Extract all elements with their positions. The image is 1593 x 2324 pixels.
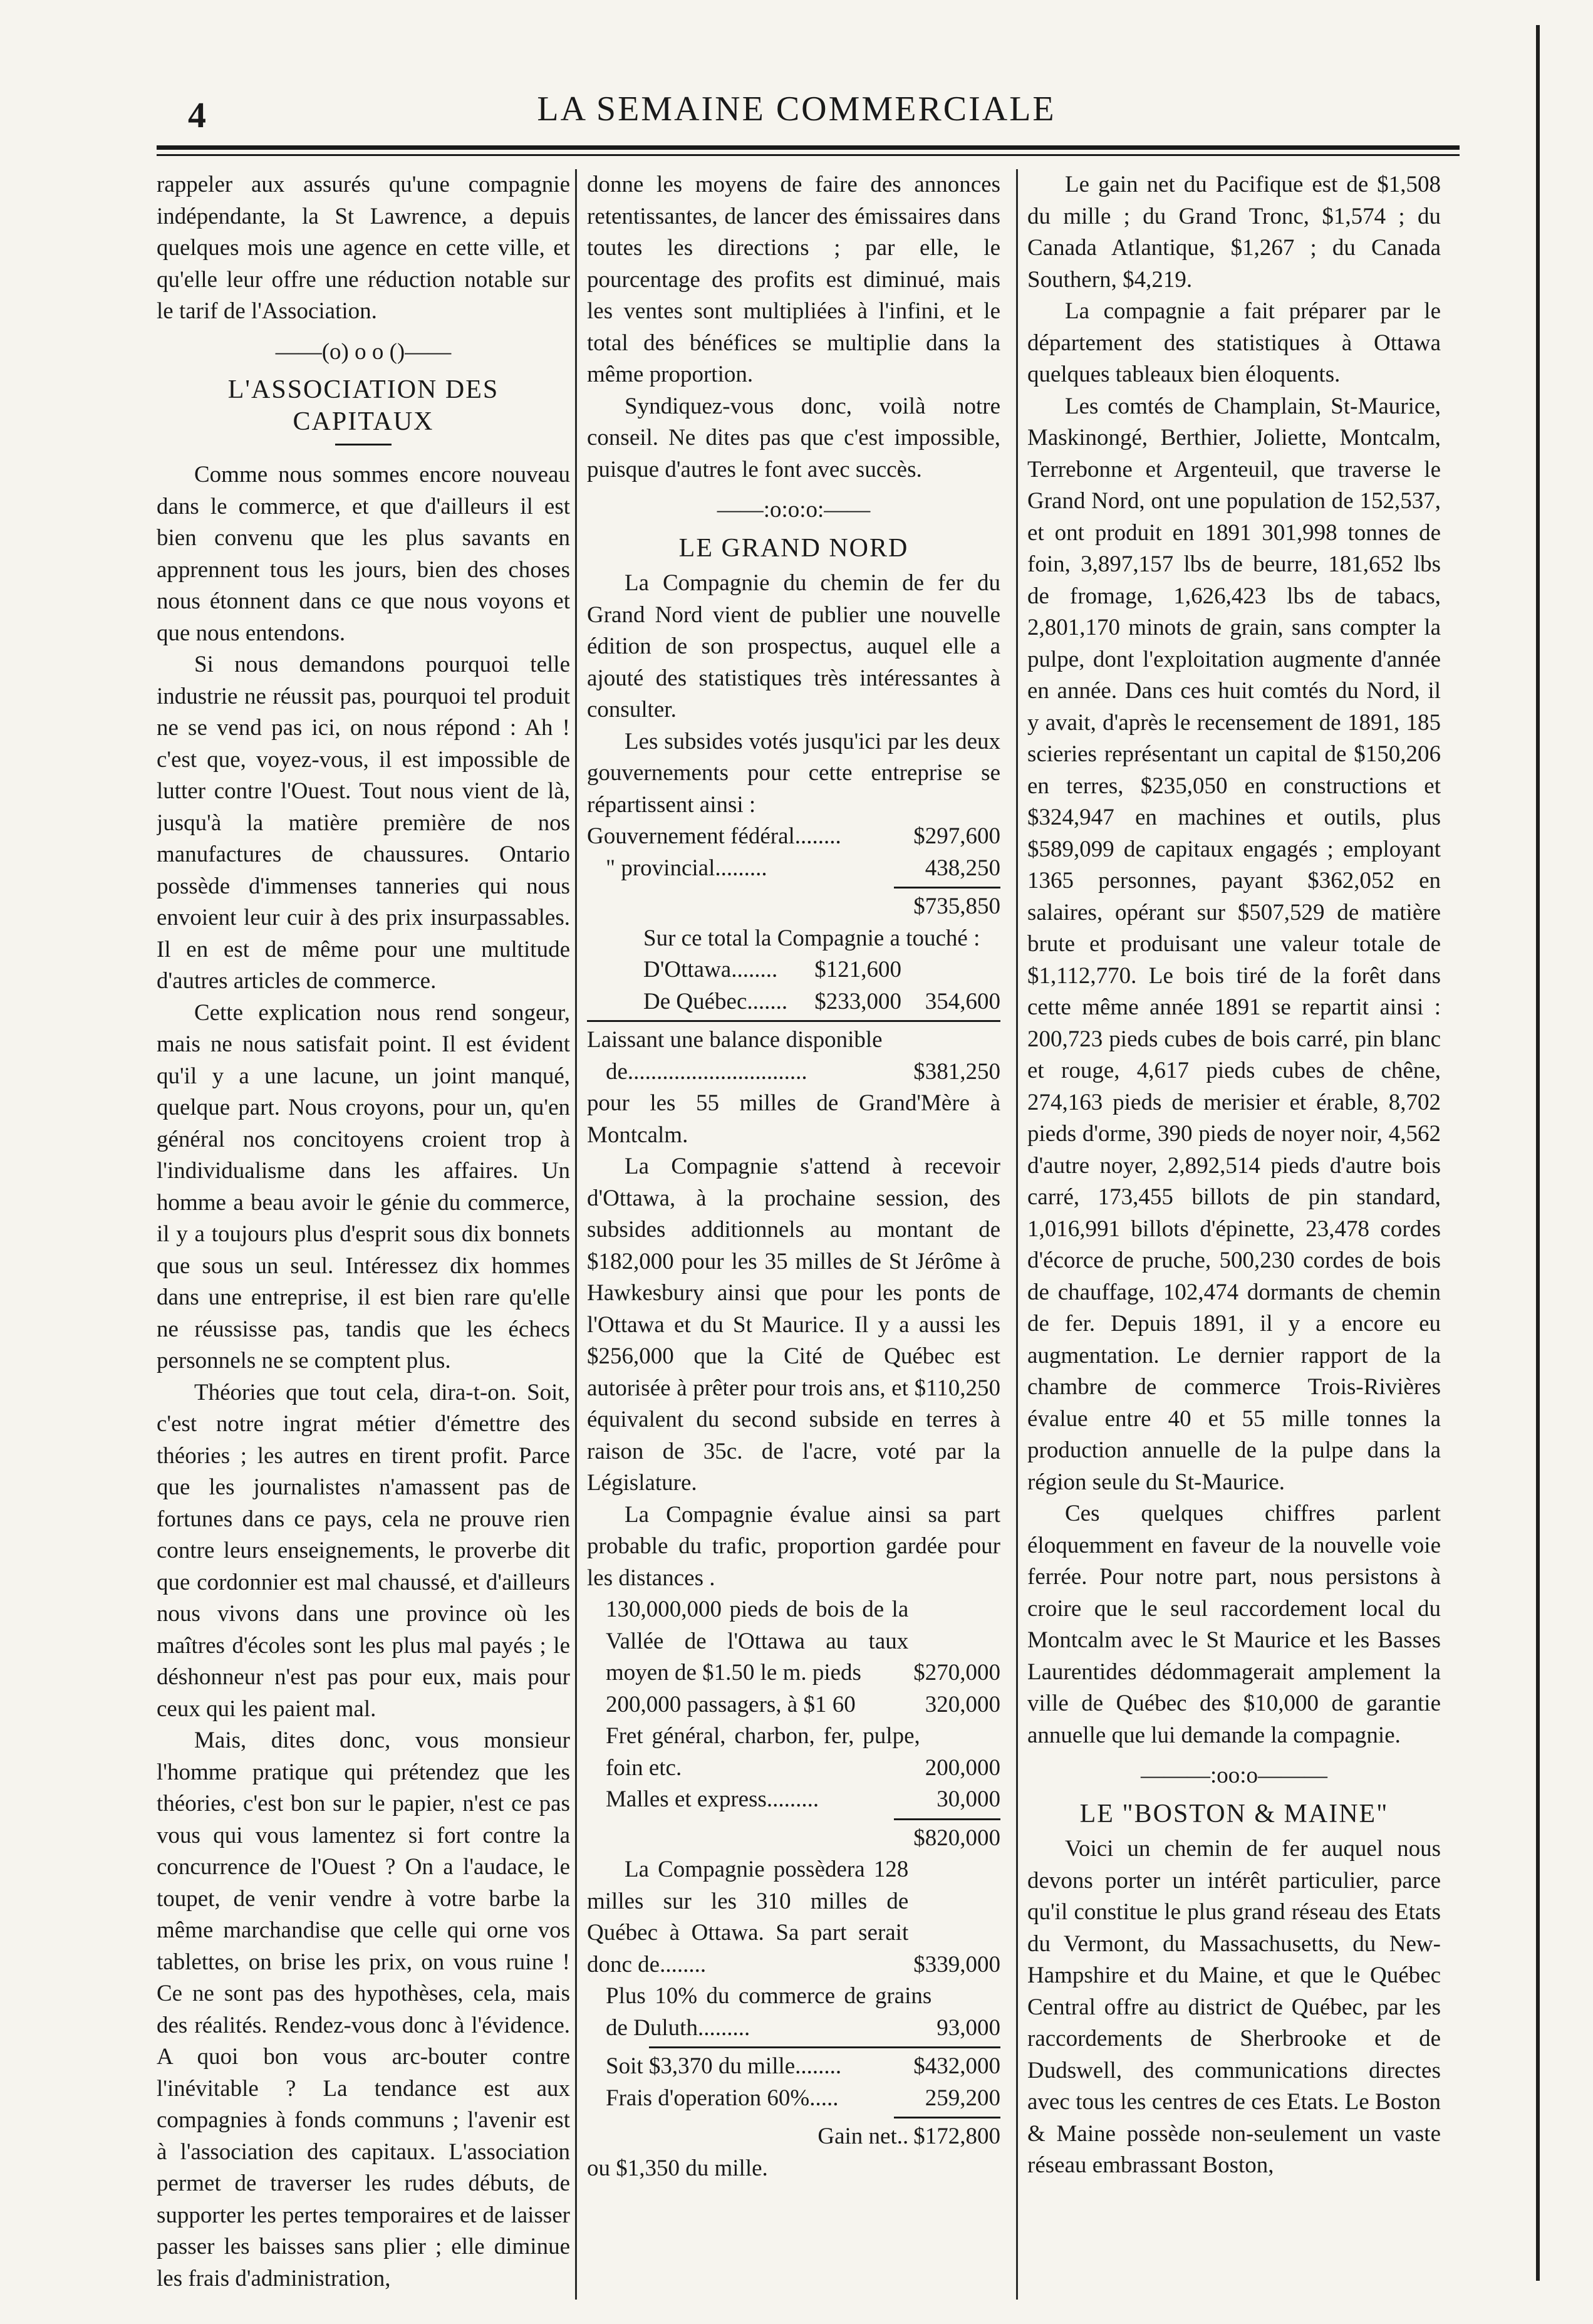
row-label: de...............................: [606, 1058, 807, 1085]
row-amount: $820,000: [913, 1825, 1000, 1851]
paragraph: Le gain net du Pacifique est de $1,508 du mille ; du Grand Tronc, $1,574 ; du Canada Atlantique, $1,267 ; du Canada Southern, $4,219.: [1027, 172, 1441, 293]
row-amount: $121,600: [814, 957, 901, 982]
row-label: D'Ottawa........: [643, 957, 778, 982]
section-separator: ——(o) o o ()——: [275, 338, 452, 365]
total-rule: [894, 887, 1000, 888]
traffic-row: [587, 1594, 1000, 1689]
paragraph: La Compagnie du chemin de fer du Grand Nord vient de publier une nouvelle édition de son prospectus, auquel elle a ajouté des statistiques très intéressantes à consulter.: [587, 570, 1000, 722]
total-rule: [649, 2046, 1000, 2048]
column-2: [587, 169, 1000, 2300]
total-rule: [894, 2117, 1000, 2118]
paragraph: La compagnie a fait préparer par le département des statistiques à Ottawa quelques tableaux bien éloquents.: [1027, 298, 1441, 387]
row-label: Soit $3,370 du mille........: [606, 2053, 842, 2079]
traffic-row: [587, 1689, 1000, 1721]
row-amount: 438,250: [925, 855, 1000, 881]
gain-row: [587, 2121, 1000, 2153]
column-divider-2: [1016, 169, 1018, 2300]
row-label: Frais d'operation 60%.....: [606, 2085, 839, 2111]
row-label: Fret général, charbon, fer, pulpe, foin etc.: [606, 1723, 920, 1781]
subsidy-total-row: [587, 891, 1000, 923]
paragraph: Si nous demandons pourquoi telle industrie ne réussit pas, pourquoi tel produit ne se vend pas ici, on nous répond : Ah ! c'est que, voyez-vous, il est impossible de lutter contre l'Ouest. Tout nous vient de là, jusqu'à la matière première de nos manufactures de chaussures. Ontario possède d'immenses tanneries qui nous envoient leur cuir à des prix insurpassables. Il en est de même pour une multitude d'autres articles de commerce.: [157, 652, 570, 994]
section-separator: ———:oo:o———: [1140, 1763, 1328, 1788]
running-title: LA SEMAINE COMMERCIALE: [537, 90, 1056, 128]
paragraph: La Compagnie s'attend à recevoir d'Ottawa, à la prochaine session, des subsides additionnels au montant de $182,000 pour les 35 milles de St Jérôme à Hawkesbury ainsi que pour les ponts de l'Ottawa et du St Maurice. Il y a aussi les $256,000 que la Cité de Québec est autorisée à prêter pour trois ans, et $110,250 équivalent du second subside en terres à raison de 35c. de l'acre, voté par la Législature.: [587, 1154, 1000, 1496]
paragraph: donne les moyens de faire des annonces retentissantes, de lancer des émissaires dans toutes les directions ; par elle, le pourcentage des profits est diminué, mais les ventes sont multipliées à l'infini, et le total des bénéfices se multiplie dans la même proportion.: [587, 172, 1000, 387]
received-row: [587, 986, 1000, 1018]
balance-row: [587, 1056, 1000, 1088]
share-row: [587, 2083, 1000, 2115]
share-row: [587, 1854, 1000, 1981]
headline-rule: [335, 444, 392, 446]
row-label: " provincial.........: [606, 855, 767, 881]
section-separator: ——:o:o:o:——: [717, 497, 871, 523]
article-headline: LE "BOSTON & MAINE": [1079, 1799, 1389, 1828]
total-rule: [894, 1818, 1000, 1820]
row-label: 200,000 passagers, à $1 60: [606, 1691, 856, 1717]
article-headline: LE GRAND NORD: [678, 533, 909, 563]
row-label: Malles et express.........: [606, 1786, 819, 1812]
share-row: [587, 2051, 1000, 2083]
traffic-row: [587, 1784, 1000, 1816]
binding-edge: [1536, 25, 1540, 2281]
received-row: [587, 954, 1000, 986]
paragraph: Ces quelques chiffres parlent éloquemment en faveur de la nouvelle voie ferrée. Pour notre part, nous persistons à croire que le seul raccordement local du Montcalm avec le St Maurice et les Basses Laurentides dédommagerait amplement la ville de Québec des $10,000 de garantie annuelle que lui demande la compagnie.: [1027, 1501, 1441, 1748]
subsidy-row: [587, 853, 1000, 885]
share-row: [587, 1981, 1000, 2044]
subsidy-row: [587, 821, 1000, 853]
paragraph: La Compagnie évalue ainsi sa part probable du trafic, proportion gardée pour les distances .: [587, 1501, 1000, 1591]
paragraph: Sur ce total la Compagnie a touché :: [643, 925, 980, 951]
header-rule-thin: [157, 154, 1460, 156]
row-label: Plus 10% du commerce de grains de Duluth.........: [606, 1983, 932, 2041]
column-1: [157, 169, 570, 2300]
column-divider-1: [575, 169, 577, 2300]
paragraph: Syndiquez-vous donc, voilà notre conseil. Ne dites pas que c'est impossible, puisque d'autres le font avec succès.: [587, 393, 1000, 482]
row-amount: 200,000: [925, 1754, 1000, 1781]
column-3: [1027, 169, 1441, 2300]
row-amount: 354,600: [925, 988, 1000, 1014]
header-rule: [157, 145, 1460, 150]
row-label: 130,000,000 pieds de bois de la Vallée de l'Ottawa au taux moyen de $1.50 le m. pieds: [606, 1597, 909, 1686]
paragraph: pour les 55 milles de Grand'Mère à Montcalm.: [587, 1090, 1000, 1148]
paragraph: Comme nous sommes encore nouveau dans le commerce, et que d'ailleurs il est bien convenu que les plus savants en apprennent tous les jours, bien des choses nous étonnent dans ce que nous voyons et que nous entendons.: [157, 462, 570, 646]
paragraph: Théories que tout cela, dira-t-on. Soit, c'est notre ingrat métier d'émettre des théories ; les autres en tirent profit. Parce que les journalistes n'amassent pas de fortunes dans ce pays, cela ne prouve rien contre leurs enseignements, le proverbe dit que cordonnier est mal chaussé, et d'ailleurs nous vivons dans une province où les maîtres d'écoles sont les plus mal payés ; le déshonneur n'est pas pour eux, mais pour ceux qui les paient mal.: [157, 1379, 570, 1722]
row-amount: $381,250: [913, 1058, 1000, 1085]
row-amount: $432,000: [913, 2053, 1000, 2079]
row-amount: 93,000: [937, 2014, 1000, 2041]
total-rule: [587, 1020, 1000, 1022]
row-amount: 320,000: [925, 1691, 1000, 1717]
paragraph: Voici un chemin de fer auquel nous devons porter un intérêt particulier, parce qu'il constitue le plus grand réseau des Etats du Vermont, du Massachusetts, du New-Hampshire et du Maine, et que le Québec Central offre au district de Québec, par les raccordements de Sherbrooke et de Dudswell, des communications directes avec tous les centres de ces Etats. Le Boston & Maine possède non-seulement un vaste réseau embrassant Boston,: [1027, 1836, 1441, 2178]
paragraph: rappeler aux assurés qu'une compagnie indépendante, la St Lawrence, a depuis quelques mois une agence en cette ville, et qu'elle leur offre une réduction notable sur le tarif de l'Association.: [157, 172, 570, 324]
row-amount: $297,600: [913, 823, 1000, 849]
row-label: La Compagnie possèdera 128 milles sur les 310 milles de Québec à Ottawa. Sa part serait donc de........: [587, 1857, 909, 1977]
traffic-row: [587, 1721, 1000, 1784]
row-amount: 259,200: [925, 2085, 1000, 2111]
row-amount: $233,000: [814, 988, 901, 1014]
row-amount: $270,000: [913, 1660, 1000, 1686]
paragraph: Les subsides votés jusqu'ici par les deux gouvernements pour cette entreprise se répartissent ainsi :: [587, 728, 1000, 818]
row-amount: $735,850: [913, 894, 1000, 919]
article-headline: L'ASSOCIATION DES CAPITAUX: [227, 375, 499, 436]
row-amount: $339,000: [913, 1951, 1000, 1977]
row-amount: $172,800: [913, 2123, 1000, 2149]
page-number: 4: [188, 95, 206, 135]
row-label: Gain net..: [817, 2123, 909, 2149]
traffic-total-row: [587, 1823, 1000, 1855]
paragraph: Laissant une balance disponible: [587, 1027, 883, 1053]
paragraph: Cette explication nous rend songeur, mais ne nous satisfait point. Il est évident qu'il y a une lacune, un joint manqué, quelque part. Nous croyons, pour un, qu'en général nos concitoyens croient trop à l'individualisme dans les affaires. Un homme a beau avoir le génie du commerce, il y a toujours plus d'esprit sous dix bonnets que sous un seul. Intéressez dix hommes dans une entreprise, il est bien rare qu'elle ne réussisse pas, tandis que les échecs personnels ne se comptent plus.: [157, 999, 570, 1373]
paragraph: ou $1,350 du mille.: [587, 2155, 768, 2181]
row-label: Gouvernement fédéral........: [587, 823, 841, 849]
paragraph: Mais, dites donc, vous monsieur l'homme pratique qui prétendez que les théories, c'est bon sur le papier, n'est ce pas vous qui vous lamentez si fort contre la concurrence de l'Ouest ? On a l'audace, le toupet, de venir vendre à votre barbe la même marchandise que celle qui orne vos tablettes, on brise les prix, on vous ruine ! Ce ne sont pas des hypothèses, cela, mais des réalités. Rendez-vous donc à l'évidence. A quoi bon vous arc-bouter contre l'inévitable ? La tendance est aux compagnies à fonds communs ; l'avenir est à l'association des capitaux. L'association permet de traverser les rudes débuts, de supporter les pertes temporaires et de laisser passer les baisses sans plier ; elle diminue les frais d'administration,: [157, 1727, 570, 2291]
row-amount: 30,000: [937, 1786, 1000, 1812]
paragraph: Les comtés de Champlain, St-Maurice, Maskinongé, Berthier, Joliette, Montcalm, Terrebonne et Argenteuil, que traverse le Grand Nord, ont une population de 152,537, et ont produit en 1891 301,998 tonnes de foin, 3,897,157 lbs de beurre, 181,652 lbs de fromage, 1,626,423 lbs de tabacs, 2,801,170 minots de grain, sans compter la pulpe, dont l'exploitation augmente d'année en année. Dans ces huit comtés du Nord, il y avait, d'après le recensement de 1891, 185 scieries représentant un capital de $150,206 en terres, $235,050 en constructions et $324,947 en machines et outils, plus $589,099 de capitaux engagés ; employant 1365 personnes, payant $362,052 en salaires, opérant sur $507,529 de matière brute et produisant une valeur totale de $1,112,770. Le bois tiré de la forêt dans cette même année 1891 se repartit ainsi : 200,723 pieds cubes de bois carré, pin blanc et rouge, 4,617 pieds cubes de chêne, 274,163 pieds de merisier et érable, 8,702 pieds d'orme, 390 pieds de noyer noir, 4,562 d'autre noyer, 2,892,514 pieds d'autre bois carré, 173,455 billots de pin standard, 1,016,991 billots d'épinette, 23,478 cordes d'écorce de pruche, 500,230 cordes de bois de chauffage, 102,474 dormants de chemin de fer. Depuis 1891, il y a encore eu augmentation. Le dernier rapport de la chambre de commerce Trois-Rivières évalue entre 40 et 55 mille tonnes la production annuelle de la pulpe dans la région seule du St-Maurice.: [1027, 393, 1441, 1495]
row-label: De Québec.......: [643, 988, 788, 1014]
